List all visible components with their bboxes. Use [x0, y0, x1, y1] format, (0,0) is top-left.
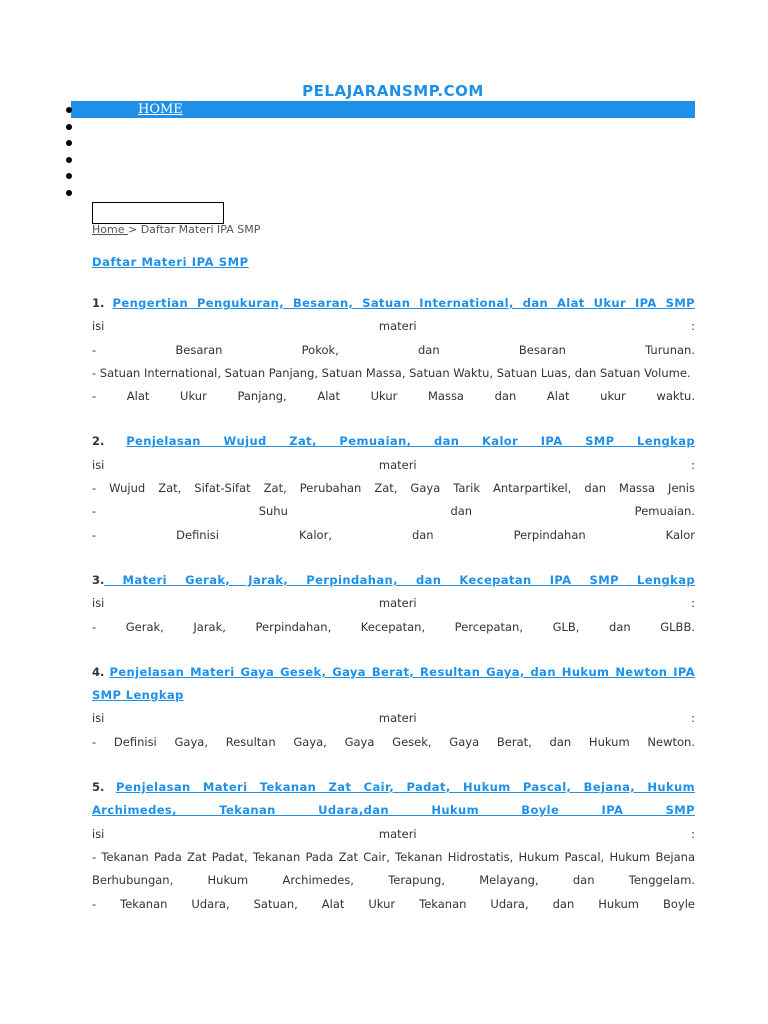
- bullet-icon: [66, 190, 72, 196]
- materi-heading: [92, 569, 695, 592]
- item-number: 3.: [92, 572, 105, 587]
- breadcrumb-current: Daftar Materi IPA SMP: [137, 223, 261, 236]
- bullet-icon: [66, 107, 72, 113]
- materi-point: - Tekanan Pada Zat Padat, Tekanan Pada Zat Cair, Tekanan Hidrostatis, Hukum Pascal, Hukum Bejana Berhubungan, Hukum Archimedes, Terapung, Melayang, dan Tenggelam.: [92, 849, 695, 888]
- nav-item[interactable]: [66, 151, 695, 168]
- nav-item[interactable]: [66, 167, 695, 184]
- materi-link-1[interactable]: Pengertian Pengukuran, Besaran, Satuan International, dan Alat Ukur IPA SMP: [112, 296, 695, 310]
- materi-item-5: [92, 776, 695, 916]
- item-number: 5.: [92, 780, 105, 795]
- item-number: 4.: [92, 664, 105, 679]
- isi-materi-label: isi materi :: [92, 319, 695, 334]
- materi-point: - Satuan International, Satuan Panjang, Satuan Massa, Satuan Waktu, Satuan Luas, dan Satuan Volume.: [92, 365, 691, 380]
- isi-materi-label: isi materi :: [92, 826, 695, 841]
- materi-link-3[interactable]: Materi Gerak, Jarak, Perpindahan, dan Kecepatan IPA SMP Lengkap: [104, 572, 695, 587]
- main-content: [92, 252, 695, 938]
- main-nav: [66, 101, 695, 201]
- bullet-icon: [66, 140, 72, 146]
- materi-point: - Alat Ukur Panjang, Alat Ukur Massa dan Alat ukur waktu.: [92, 389, 695, 404]
- bullet-icon: [66, 124, 72, 130]
- materi-point: - Definisi Kalor, dan Perpindahan Kalor: [92, 527, 695, 542]
- site-title[interactable]: PELAJARANSMP.COM: [302, 82, 484, 100]
- materi-point: - Gerak, Jarak, Perpindahan, Kecepatan, Percepatan, GLB, dan GLBB.: [92, 619, 695, 634]
- materi-item-1: [92, 292, 695, 408]
- nav-item[interactable]: [66, 134, 695, 151]
- materi-link-5[interactable]: Penjelasan Materi Tekanan Zat Cair, Padat, Hukum Pascal, Bejana, Hukum Archimedes, Tekanan Udara,dan Hukum Boyle IPA SMP: [92, 780, 695, 818]
- breadcrumb-home-link[interactable]: Home: [92, 223, 128, 236]
- bullet-icon: [66, 157, 72, 163]
- materi-link-2[interactable]: Penjelasan Wujud Zat, Pemuaian, dan Kalor IPA SMP Lengkap: [126, 434, 696, 449]
- nav-item-home[interactable]: [66, 101, 695, 118]
- materi-point: - Tekanan Udara, Satuan, Alat Ukur Tekanan Udara, dan Hukum Boyle: [92, 896, 695, 911]
- materi-item-4: [92, 661, 695, 754]
- page-title[interactable]: Daftar Materi IPA SMP: [92, 255, 249, 269]
- materi-point: - Wujud Zat, Sifat-Sifat Zat, Perubahan Zat, Gaya Tarik Antarpartikel, dan Massa Jenis: [92, 481, 695, 496]
- isi-materi-label: isi materi :: [92, 711, 695, 726]
- search-input[interactable]: [92, 202, 224, 224]
- materi-heading: [92, 661, 695, 708]
- item-number: 1.: [92, 296, 105, 310]
- isi-materi-label: isi materi :: [92, 596, 695, 611]
- materi-heading: [92, 292, 695, 315]
- breadcrumb: [92, 223, 260, 236]
- materi-heading: [92, 430, 695, 453]
- materi-link-4[interactable]: Penjelasan Materi Gaya Gesek, Gaya Berat, Resultan Gaya, dan Hukum Newton IPA SMP Lengkap: [92, 664, 695, 703]
- bullet-icon: [66, 173, 72, 179]
- materi-point: - Suhu dan Pemuaian.: [92, 504, 695, 519]
- isi-materi-label: isi materi :: [92, 457, 695, 472]
- breadcrumb-separator: >: [127, 223, 138, 236]
- nav-item[interactable]: [66, 184, 695, 201]
- materi-item-2: [92, 430, 695, 546]
- nav-link-home[interactable]: HOME: [138, 102, 183, 117]
- materi-point: - Definisi Gaya, Resultan Gaya, Gaya Gesek, Gaya Berat, dan Hukum Newton.: [92, 734, 695, 749]
- materi-heading: [92, 776, 695, 823]
- materi-point: - Besaran Pokok, dan Besaran Turunan.: [92, 342, 695, 357]
- nav-item[interactable]: [66, 118, 695, 135]
- item-number: 2.: [92, 434, 105, 449]
- materi-item-3: [92, 569, 695, 639]
